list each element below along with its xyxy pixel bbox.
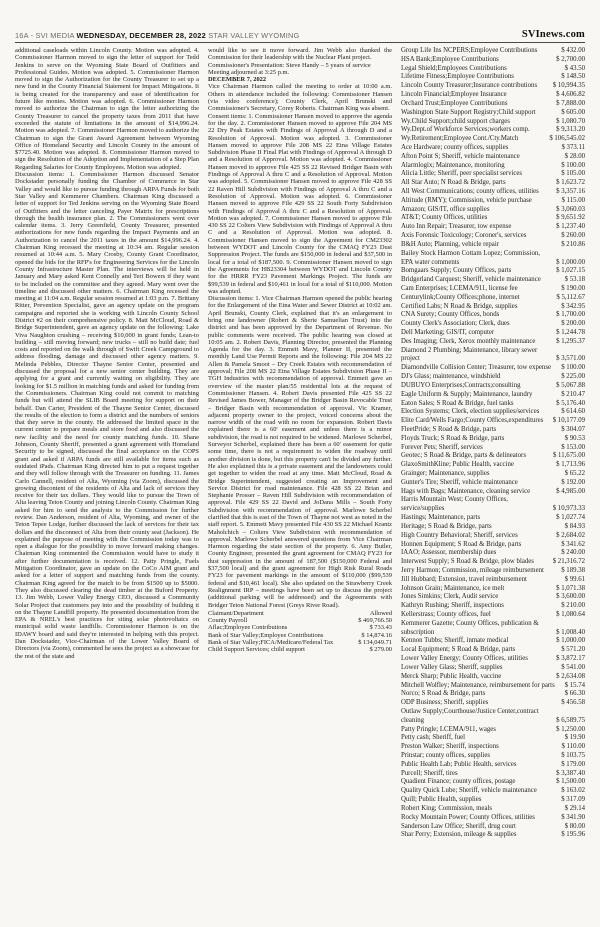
claim-row xyxy=(401,267,585,276)
claim-row xyxy=(401,655,585,664)
claim-row xyxy=(401,56,585,65)
claim-row xyxy=(401,426,585,435)
claim-row xyxy=(401,82,585,91)
claim-amount: $ 105.00 xyxy=(561,170,585,178)
claim-amount: $ 3,060.03 xyxy=(556,205,585,213)
masthead xyxy=(0,0,600,42)
claim-name: Forever Pets; Sheriff, services xyxy=(401,443,483,451)
claim-row xyxy=(401,690,585,699)
claim-row xyxy=(401,761,585,770)
claim-row xyxy=(401,620,585,638)
claim-name: Jones Simkins; Clerk, Audit service xyxy=(401,593,499,601)
claim-name: Heritage; S Road & Bridge, parts xyxy=(401,522,492,530)
claim-row xyxy=(401,417,585,426)
claim-name: Jill Hubbard; Extension, travel reimbursement xyxy=(401,575,527,583)
claim-name: Legal Shield;Employees Contributions xyxy=(401,64,507,72)
claim-amount: $ 90.53 xyxy=(564,434,585,442)
column-left xyxy=(15,47,199,905)
claim-name: Bomgaars Supply; County Offices, parts xyxy=(401,267,512,275)
claim-amount: $ 1,237.40 xyxy=(556,223,585,231)
claim-name: Lincoln Financial;Employee Insurance xyxy=(401,91,507,99)
claim-amount: $ 5,067.88 xyxy=(556,381,585,389)
claim-name: Cam Enterprises; LCEMA/911, license fee xyxy=(401,284,518,292)
claim-row xyxy=(401,47,585,56)
claim-amount: $ 110.00 xyxy=(561,743,585,751)
claim-amount: $ 1,027.15 xyxy=(556,267,585,275)
claim-row xyxy=(401,814,585,823)
claim-row xyxy=(208,646,392,653)
claim-name: DUBUYO Enterprises;Contracts;consulting xyxy=(401,381,521,389)
claim-amount: $ 1,713.96 xyxy=(556,461,585,469)
claim-amount: $ 456.58 xyxy=(561,699,585,707)
claim-row xyxy=(401,382,585,391)
claim-amount: $ 1,080.64 xyxy=(556,611,585,618)
claim-amount: $ 1,000.00 xyxy=(556,258,585,266)
body-paragraph: Consent items: 1. Commissioner Hansen moved to approve the agenda for the day. 2. Commissioner Hansen moved to approve File 204 MS 22 Dry Peak Estates with Findings of Approval A through D and a Resolution of Approval. Motion was adopted. 3. Commissioner Hansen moved to approve File 208 MS 22 Etna Village Estates Subdivision Phase II Final Plat with Findings of Approval A through D and a Resolution of Approval. Motion was adopted. 4. Commissioner Hansen moved to approve File 425 SS 22 Revised Bridger Basin with Findings of Approval A thru C and a Resolution of Approval. Motion was adopted. 5. Commissioner Hansen moved to approve File 428 SS 22 Raven Hill Subdivision with Findings of Approval A thru C and a Resolution of Approval. Motion was adopted. 6. Commissioner Hansen moved to approve File 429 SS 22 South Forty Subdivision with Findings of Approval A thru C and a Resolution of Approval. Motion was adopted. 7. Commissioner Hansen moved to approve File 430 SS 22 Colters View Subdivision with Findings of Approval A thru C and a Resolution of Approval. Motion was adopted. 8. Commissioner Hansen moved to sign the Agreement for CM23302 between WYDOT and Lincoln County for the CMAQ FY23 Dust Suppression Project. The funds are $150,000 in federal and $37,500 in local for a total of $187,500. 9. Commissioner Hansen moved to sign the Agreements for HB23304 between WYDOT and Lincoln County for the HRRR FY23 Pavement Markings Project. The funds are $99,539 in federal and $10,461 in local for a total of $110,000. Motion was adopted. xyxy=(208,112,392,295)
claim-amount: $ 4,606.82 xyxy=(556,91,585,99)
claim-amount: $ 7,888.00 xyxy=(556,99,585,107)
claim-row xyxy=(401,65,585,74)
claim-row xyxy=(401,144,585,153)
claim-amount: $ 6,589.75 xyxy=(556,716,585,724)
claim-row xyxy=(208,632,392,639)
claim-name: Alicia Little; Sheriff, peer specialist services xyxy=(401,170,523,178)
claim-row xyxy=(401,338,585,347)
claim-name: DJ's Glass; maintenance, windshield xyxy=(401,373,501,381)
claim-amount: $ 2,700.00 xyxy=(556,55,585,63)
claim-row xyxy=(401,699,585,708)
claim-amount: $ 605.00 xyxy=(561,108,585,116)
claim-amount: $ 432.00 xyxy=(561,47,585,54)
claims-header-label: Claimant/Department xyxy=(208,609,264,617)
claim-amount: $ 99.61 xyxy=(564,575,585,583)
claim-name: Lincoln County Treasurer;Insurance contributions xyxy=(401,82,538,90)
claim-row xyxy=(401,373,585,382)
claim-row xyxy=(401,91,585,100)
claim-name: Harris Mountain West; County Offices, service/supplies xyxy=(401,496,508,513)
claim-row xyxy=(401,726,585,735)
claim-amount: $ 11,675.00 xyxy=(552,452,585,460)
claim-row xyxy=(401,514,585,523)
claim-amount: $ 1,000.00 xyxy=(556,637,585,645)
body-paragraph: Meeting adjourned at 3:25 p.m. xyxy=(208,68,290,76)
claim-row xyxy=(401,461,585,470)
claim-amount: $ 9,313.20 xyxy=(556,126,585,134)
claim-row xyxy=(401,126,585,135)
claim-row xyxy=(401,232,585,241)
claim-amount: $ 9,651.92 xyxy=(556,214,585,222)
claim-amount: $ 1,700.00 xyxy=(556,311,585,319)
claim-row xyxy=(401,162,585,171)
claim-name: Geotec; S Road & Bridge, parts & delineators xyxy=(401,452,526,460)
column-middle xyxy=(208,47,392,905)
claim-row xyxy=(401,214,585,223)
claim-amount: $ 240.00 xyxy=(561,549,585,557)
claim-name: All Star Auto; N Road & Bridge, parts xyxy=(401,179,506,187)
claim-amount: $ 103.75 xyxy=(561,752,585,759)
claim-amount: $ 614.60 xyxy=(561,408,585,416)
claim-name: Gunter's Tire; Sheriff, vehicle maintenance xyxy=(401,478,518,486)
claim-name: AT&T; County Offices, utilities xyxy=(401,214,488,222)
body-paragraph: would like to see it move forward. Jim Webb also thanked the Commission for their leadership with the Nuclear Plant project. xyxy=(208,47,392,62)
claim-amount: $ 106,545.02 xyxy=(549,135,585,143)
claim-amount: $ 571.20 xyxy=(561,646,585,654)
claim-row xyxy=(401,664,585,673)
claim-amount: $ 260.00 xyxy=(561,232,585,240)
claim-amount: $ 66.30 xyxy=(564,690,585,698)
claim-row xyxy=(401,179,585,188)
claim-name: Merck Sharp; Public Health, vaccine xyxy=(401,672,502,680)
claim-row xyxy=(401,646,585,655)
claims-list-middle xyxy=(208,617,392,653)
claim-amount: $ 3,872.17 xyxy=(556,655,585,663)
claim-row xyxy=(401,611,585,620)
claim-amount: $ 1,071.38 xyxy=(556,584,585,592)
claim-amount: $ 10,177.09 xyxy=(552,417,585,425)
claim-name: Elite Card/Wells Fargo;County Offices,expenditures xyxy=(401,417,544,425)
claim-amount: $ 1,008.40 xyxy=(556,628,585,636)
claim-amount: $ 148.50 xyxy=(561,73,585,81)
claim-amount: $ 28.00 xyxy=(564,152,585,160)
body-paragraph: Discussion items: 1. Vice Chairman Harmon opened the public hearing for the Enlargement of the Etna Water and Sewer District at 10:02 am. April Brunski, County Clerk, explained that it's an enlargement to bring one landowner (Robert & Sherie Samuelian Trust) into the district and has been approved by the Department of Revenue. No public comments were received. The public hearing was closed at 10:05 am. 2. Robert Davis, Planning Director, presented the Planning Agenda for the day. 3. Emmett Mavy, Planner II, presented the monthly Land Use Permit Reports and the following: File 204 MS 22 Allen & Pamela Smoot – Dry Creek Estates with recommendation of approval; File 208 MS 22 Etna Village Estates Subdivision Phase II – TGH Industries with recommendation of approval. Emmett gave an overview of the master plan/55 residential lots at the request of Commissioner Hansen. 4. Robert Davis presented File 425 SS 22 Revised James Bower, Manager of the Bridger Basin Revocable Trust – Bridger Basin with recommendation of approval. Vic Kramer, adjacent property owner to the project, voiced concerns about the narrow width of the road with no room for expansion. Robert Davis explained there is a 60' easement and unless there is a minor subdivision, the road is not required to be widened. Marlowe Scherbel, Surveyor Scherbel, explained there has been a 60' easement for quite some time, there is not a requirement to widen the roadway until another division is done, but this property can't be divided any further. He also explained this is a private easement and the landowners could get together to widen the road at any time. Matt McCloud, Road & Bridge Superintendent, suggested creating an Improvement and Service District for road maintenance. File 428 SS 22 Brian and Stephanie Prosser – Raven Hill Subdivision with recommendation of approval. File 429 SS 22 David and JoDana Mills – South Forty Subdivision with recommendation of approval. Marlowe Scherbel clarified that this is east of the Town of Thayne not west as noted in the staff report. 5. Emmett Mavy presented File 430 SS 22 Michael Krantz Maholchich – Colters View Subdivision with recommendation of approval. Marlowe Scherbel answered questions from Vice Chairman Harmon regarding the state section of the property. 6. Amy Butler, County Engineer, presented the grant agreement for CMAQ FY23 for dust suppression in the amount of 187,500 ($150,000 Federal and $37,500 local) and the grant agreement for High Risk Rural Roads FY23 for pavement markings in the amount of $110,000 ($99,539 federal and $10,461 local). She also updated on the Strawberry Creek Realignment IRP – meetings have been set up to discuss the project (additional parking will be addressed) and the Agreements with Bridger Teton National Forest (Greys River Road). xyxy=(208,295,392,609)
claim-name: High Country Behavioral; Sheriff, services xyxy=(401,531,518,539)
claim-amount: $ 1,080.70 xyxy=(556,117,585,125)
claim-amount: $ 100.00 xyxy=(561,364,585,372)
claim-row xyxy=(401,188,585,197)
claim-amount: $ 53.18 xyxy=(564,276,585,284)
claim-name: Diamondville Collision Center; Treasurer, tow expense xyxy=(401,364,551,372)
claim-row xyxy=(401,523,585,532)
claim-amount: $ 1,623.72 xyxy=(556,179,585,187)
claim-name: IAAO; Assessor, membership dues xyxy=(401,549,497,557)
claim-amount: $ 541.00 xyxy=(561,663,585,671)
claim-amount: $ 195.96 xyxy=(561,831,585,839)
claim-name: Bailey Stock Harmon Cottam Lopez; Commission, EPA water comments xyxy=(401,249,540,266)
claim-name: Diamond 2 Plumbing; Maintenance, library sewer project xyxy=(401,346,538,363)
claim-amount: $ 3,357.16 xyxy=(556,188,585,195)
claim-amount: $ 10,994.35 xyxy=(552,82,585,90)
claim-row xyxy=(401,470,585,479)
claim-amount: $ 65.22 xyxy=(564,470,585,477)
claim-row xyxy=(401,734,585,743)
claim-row xyxy=(401,135,585,144)
claim-row xyxy=(401,444,585,453)
claim-name: Lifetime Fitness;Employee Contributions xyxy=(401,73,514,81)
claim-row xyxy=(401,541,585,550)
claim-amount: $ 21,316.72 xyxy=(552,558,585,566)
claim-name: Axis Forensic Toxicology; Coroner's, services xyxy=(401,232,527,240)
claim-amount: $ 1,500.00 xyxy=(556,778,585,786)
claim-name: Patty Pringle; LCEMA/911, wages xyxy=(401,725,496,733)
claim-amount: $ 3,387.40 xyxy=(556,769,585,777)
claim-row xyxy=(401,73,585,82)
claim-amount: $ 317.09 xyxy=(561,796,585,804)
claim-row xyxy=(401,250,585,268)
claim-amount: $ 342.95 xyxy=(561,302,585,310)
claim-amount: $ 1,027.74 xyxy=(556,514,585,522)
claim-name: Washington State Support Registry;Child support xyxy=(401,108,536,116)
claim-name: Quadient Finance; county offices, postage xyxy=(401,778,516,786)
claim-name: Orchard Trust;Employee Contributions xyxy=(401,99,508,107)
claim-name: Local Equipment; S Road & Bridge, parts xyxy=(401,646,516,654)
claim-name: Altitude (RMY); Commission, vehicle purchase xyxy=(401,196,532,204)
claim-name: Rocky Mountain Power; County Offices, utilities xyxy=(401,813,535,821)
claim-name: Alarmlogix; Maintenance, monitoring xyxy=(401,161,505,169)
claim-row xyxy=(401,743,585,752)
claim-row xyxy=(401,796,585,805)
claim-amount: $ 4,985.00 xyxy=(556,487,585,495)
claim-row xyxy=(401,585,585,594)
claim-amount: $ 15.74 xyxy=(564,681,585,689)
claim-row xyxy=(401,276,585,285)
claim-name: Kennon Tubbs; Sheriff, inmate medical xyxy=(401,637,509,645)
claim-amount: $ 43.50 xyxy=(564,64,585,72)
claim-row xyxy=(401,708,585,726)
claim-name: Centurylink;County Offices;phone, internet xyxy=(401,293,520,301)
claim-row xyxy=(401,311,585,320)
claim-amount: $ 115.00 xyxy=(561,196,585,204)
claim-row xyxy=(401,770,585,779)
claim-row xyxy=(401,294,585,303)
claim-amount: $ 189.38 xyxy=(561,566,585,574)
claim-amount: $ 3,600.00 xyxy=(556,593,585,601)
claim-amount: $ 2,634.08 xyxy=(556,672,585,680)
claim-row xyxy=(401,549,585,558)
claim-row xyxy=(401,109,585,118)
claim-name: HSA Bank;Employee Contributions xyxy=(401,55,499,63)
claim-name: All West Communications; county offices, utilities xyxy=(401,188,539,195)
claims-list-right xyxy=(401,47,585,840)
claim-name: Lower Valley Energy; County Offices, utilities xyxy=(401,655,528,663)
claim-name: Child Support Services; child support xyxy=(208,646,305,654)
claim-row xyxy=(401,400,585,409)
claim-name: Quill; Public Health, supplies xyxy=(401,796,482,804)
claim-name: Hags with Bags; Maintenance, cleaning service xyxy=(401,487,531,495)
claim-amount: $ 304.07 xyxy=(561,425,585,433)
body-paragraph: Vice Chairman Harmon called the meeting to order at 10:00 a.m. Others in attendance included the following: Commissioner Hansen (via video conference); County Clerk, April Brunski and Commissioner's Secretary, Corey Roberts. Chairman King was absent. xyxy=(208,83,392,113)
claim-amount: $ 153.00 xyxy=(561,443,585,451)
body-paragraph: DECEMBER 7, 2022 xyxy=(208,76,267,84)
claim-amount: $ 3,571.00 xyxy=(556,355,585,363)
claim-row xyxy=(401,153,585,162)
claim-name: Wy.Child Support;child support charges xyxy=(401,117,510,125)
claim-row xyxy=(401,805,585,814)
claim-name: Quality Quick Lube; Sheriff, vehicle maintenance xyxy=(401,787,537,795)
claim-row xyxy=(401,558,585,567)
claim-name: Grainger; Maintenance, supplies xyxy=(401,470,490,477)
claim-name: Wy.Dept.of Workforce Services;workers comp. xyxy=(401,126,530,134)
claim-name: Robert King; Commission, meals xyxy=(401,804,493,812)
claim-name: Kathryn Rushing; Sheriff, inspections xyxy=(401,602,504,610)
claim-name: Preston Walker; Sheriff, inspections xyxy=(401,743,499,751)
claim-row xyxy=(401,567,585,576)
claim-amount: $ 373.11 xyxy=(561,143,585,151)
claim-row xyxy=(401,320,585,329)
claim-name: Prinstar; county offices, supplies xyxy=(401,752,490,759)
claim-row xyxy=(208,617,392,624)
claim-name: Hastings; Maintenance, parts xyxy=(401,514,481,522)
claim-name: ODP Business; Sheriff, supplies xyxy=(401,699,489,707)
claim-row xyxy=(401,488,585,497)
claim-name: Afton Point S; Sheriff, vehicle maintenance xyxy=(401,152,520,160)
claim-amount: $ 5,112.67 xyxy=(556,293,585,301)
claim-amount: $ 10,973.33 xyxy=(552,505,585,513)
claim-amount: $ 279.00 xyxy=(369,646,392,654)
claim-row xyxy=(401,673,585,682)
claim-name: CNA Surety; County Offices, bonds xyxy=(401,311,500,319)
column-right xyxy=(401,47,585,905)
claim-row xyxy=(401,637,585,646)
claim-name: Interwest Supply; S Road & Bridge, plow blades xyxy=(401,558,534,566)
claim-row xyxy=(401,118,585,127)
claim-amount: $ 341.90 xyxy=(561,813,585,821)
claim-amount: $ 29.14 xyxy=(564,804,585,812)
claim-row xyxy=(401,170,585,179)
claim-row xyxy=(401,329,585,338)
claim-row xyxy=(401,602,585,611)
claim-row xyxy=(401,752,585,761)
claim-name: Auto Inn Repair; Treasurer, tow expense xyxy=(401,223,512,231)
claim-amount: $ 2,684.02 xyxy=(556,531,585,539)
claim-amount: $ 210.47 xyxy=(561,390,585,398)
claim-name: Kemmerer Gazette; County Offices, publication & subscription xyxy=(401,619,539,636)
claim-name: Sanderson Law Office; Sheriff, drug court xyxy=(401,822,516,830)
claim-name: Wy.Retirement;Employee Cont./Cty.Match xyxy=(401,135,519,143)
claims-header-allowed: Allowed xyxy=(369,609,392,617)
claim-amount: $ 192.00 xyxy=(561,478,585,486)
claim-row xyxy=(208,624,392,631)
claim-name: Group Life Ins NCPERS;Employee Contributions xyxy=(401,47,538,54)
claim-amount: $ 1,244.78 xyxy=(556,329,585,336)
body-paragraph: additional caseloads within Lincoln County. Motion was adopted. 4. Commissioner Harmon moved to sign the letter of support for Tedd Jenkins to serve on the Wyoming State Board of Outfitters and Professional Guides. Motion was adopted. 5. Commissioner Harmon moved to sign the Authorization for the County Treasurer to set up a new fund in the County Financial Statement for Impact Mitigations. It is being created for the transparency and ease of identification for future like monies. Motion was adopted. 6. Commissioner Harmon moved to authorize the Chairman to sign the letter authorizing the County Treasurer to cancel the property taxes from 2011 that have exceeded the statute of limitations in the amount of $14,996.24. Motion was adopted. 7. Commissioner Harmon moved to authorize the Chairman to sign the Grant Award Agreement between Wyoming Office of Homeland Security and Lincoln County in the amount of $7725.40. Motion was adopted. 8. Commissioner Harmon moved to sign the Resolution of the Adoption and Implementation of a Step Plan Regarding Salaries for County Employees. Motion was adopted. xyxy=(15,47,199,171)
claim-name: Eaton Sales; S Road & Bridge, fuel tanks xyxy=(401,399,514,407)
issue-date: WEDNESDAY, DECEMBER 28, 2022 xyxy=(76,31,206,40)
claim-amount: $ 733.43 xyxy=(369,624,392,632)
claim-row xyxy=(401,223,585,232)
middle-paragraphs xyxy=(208,47,392,609)
claim-name: Kellerstrass; County offices, fuel xyxy=(401,611,491,618)
claim-amount: $ 84.93 xyxy=(564,522,585,530)
claim-amount: $ 190.00 xyxy=(561,284,585,292)
claim-row xyxy=(401,682,585,691)
location-label: STAR VALLEY WYOMING xyxy=(208,31,300,40)
masthead-left xyxy=(15,31,299,40)
claim-row xyxy=(401,787,585,796)
claim-name: Floyds Truck; S Road & Bridge, parts xyxy=(401,434,505,442)
claim-row xyxy=(401,831,585,840)
claim-name: Amazon; GIS/IT, office supplies xyxy=(401,205,490,213)
claim-row xyxy=(401,303,585,312)
claim-name: County Payroll xyxy=(208,617,248,625)
claim-name: Purcell; Sheriff, tires xyxy=(401,769,458,777)
claim-amount: $ 225.00 xyxy=(561,373,585,381)
claim-row xyxy=(401,532,585,541)
claim-name: Honnen Equipment; S Road & Bridge, parts xyxy=(401,540,522,548)
claim-name: Ace Hardware; county offices, supplies xyxy=(401,143,509,151)
claim-row xyxy=(401,479,585,488)
claim-row xyxy=(401,197,585,206)
claim-name: Certified Labs; N Road & Bridge, supplies xyxy=(401,302,518,310)
claim-name: Mitchell Wolfley; Maintenance, reimbursement for parts xyxy=(401,681,555,689)
claim-row xyxy=(401,391,585,400)
claim-amount: $ 163.02 xyxy=(561,787,585,795)
claim-row xyxy=(401,347,585,365)
body-paragraph: Commissioner's Presentation: Steve Handy – 5 years of service xyxy=(208,61,371,69)
claim-amount: $ 200.00 xyxy=(561,320,585,328)
claim-name: Jerry Harmon; Commission, mileage reimbursement xyxy=(401,566,544,574)
claim-name: Bank of Star Valley;Employee Contributions xyxy=(208,631,324,639)
body-paragraph: Discussion items: 1. Commissioner Harmon discussed Senator Dockstader personally funding the Chamber of Commerce in Star Valley and would like to pursue funding through ARPA Funds for both Star Valley and Kemmerer Chambers. Chairman King discussed a letter of support for Ted Jenkins serving on the Wyoming State Board of Outfitters and the letter canceling Payer Matrix for prescriptions through the health insurance plan. 2. The Commissioners went over calendar items. 3. Jerry Greenfield, County Treasurer, presented authorizations for new funds regarding the Impact Payments and an Authorization to cancel the 2011 taxes in the amount $14,996.24. 4. Chairman King recessed the meeting at 10:34 am. Regular session resumed at 10:44 a.m. 5. Mary Crosby, County Grant Coordinator, opened the bids for the RFP's for Engineering Services for the Lincoln County Infrastructure Master Plan. The interviews will be held in January and Mary asked Kent Connelly and Teri Bowers if they want to be included on the committee and they agreed. Mary went over the timeline and discussed other matters. 6. Chairman King recessed the meeting at 11:04 a.m. Regular session resumed at 1:03 p.m. 7. Brittany Ritter, Prevention Specialist, gave an agency update on the program campaigns and reported she is working with Lincoln County School District #2 on their comprehensive policy. 8. Matt McCloud, Road & Bridge Superintendent, gave an agency update on the following: Lake Viva Naughton crushing – receiving $10,000 in grant funds; Lean-to building – still moving forward; new trucks – still no build date; fuel costs and reported on the walk through of Swift Creek Campground to address flooding, damage and discussed other agency matters. 9. Melinda Pebbles, Director Thayne Senior Center, presented and discussed the proposal for a new senior center building. They are applying for a grant and currently waiting on eligibility. They are looking for $1.5 million in matching funds and asked for funding from the Commissioners. Chairman King could not commit to matching funds but will attend the SLIB Board meeting for support on their behalf. Dan Carter, President of the Thayne Senior Center, discussed the results of the election to form a district and the numbers of seniors that they serve in the county. He addressed the limited space in the current center to prepare meals and store food and also discussed the new facility and the need for county matching funds. 10. Shane Johnson, County Sheriff, presented a grant agreement with Homeland Security to be signed, discussed the final acceptance on the COPS grant and asked if ARPA funds are still available for items such as outdated iPads. Chairman King directed him to put a request together and they will follow through with the Treasurer on funding. 11. James Carlo Cannell, resident of Alta, Wyoming (via Zoom), discussed the growing discontent of the residents of Alta and lack of services they receive for their tax dollars. They would like to pursue the Town of Alta leaving Teton County and joining Lincoln County. Chairman King asked for him to send the analysis to the Commission for further review. Dan Anderson, resident of Alta, Wyoming, and owner of the Teton Tepee Lodge, further discussed the lack of services for their tax dollars and the disconnect of Alta from their county seat (Jackson). He explained the purpose of meeting with the Commission today was to open a dialogue for the possibility to move forward making changes. Chairman King commented the Commission would have to study it after further documentation is received. 12. Patty Pringle, Fuels Mitigation Coordinator, gave an update on the CoCo AIM grant and asked for a letter of support and matching funds from the county. Chairman King agreed for the match to be from $1500 up to $5000. They also discussed clearing the dead timber at the Buford Property. 13. Jim Webb, Lower Valley Energy CEO, discussed a Community Solar Project that customers pay into and the possibility of building it on the Thayne Landfill property. He presented documentation from the EPA & NREL's best practices for siting solar photovoltaics on municipal solid waste landfills. Commissioner Harmon is on the IDAWY board and said they're interested in helping with this project. Dan Dockstader, Vice-Chairman of the Lower Valley Board of Directors (via Zoom), commented he sees the project as a showcase for the rest of the state and xyxy=(15,171,199,660)
claim-name: Lower Valley Glass; Sheriff, supplies xyxy=(401,663,503,671)
claim-amount: $ 210.86 xyxy=(561,240,585,248)
claim-amount: $ 100.00 xyxy=(561,161,585,169)
claim-name: Shar Perry; Extension, mileage & supplies xyxy=(401,831,517,839)
claim-row xyxy=(401,593,585,602)
claim-name: Johnson Grain; Maintenance, ice melt xyxy=(401,584,505,592)
claim-row xyxy=(401,778,585,787)
claim-name: Bridgerland Carquest; Sheriff, vehicle maintenance xyxy=(401,276,541,284)
claim-amount: $ 134,049.71 xyxy=(358,639,392,647)
claim-amount: $ 1,295.37 xyxy=(556,337,585,345)
claim-name: Election Systems; Clerk, election supplies/services xyxy=(401,408,540,416)
claim-name: Aflac;Employee Contributions xyxy=(208,624,288,632)
claim-name: Bank of Star Valley;FICA/Medicare/Federal Tax xyxy=(208,639,334,647)
claim-amount: $ 80.00 xyxy=(564,822,585,830)
claim-row xyxy=(401,100,585,109)
claim-row xyxy=(401,408,585,417)
claim-row xyxy=(401,576,585,585)
claim-amount: $ 210.00 xyxy=(561,602,585,610)
claim-name: County Clerk's Association; Clerk, dues xyxy=(401,320,510,328)
claim-name: Outlaw Supply;Courthouse/Justice Center,contract cleaning xyxy=(401,707,539,724)
claim-name: Public Health Lab; Public Health, services xyxy=(401,760,517,768)
claim-name: Des Imaging; Clerk, Xerox monthly maintenance xyxy=(401,337,536,345)
claim-amount: $ 341.62 xyxy=(561,540,585,548)
claim-row xyxy=(401,364,585,373)
claim-amount: $ 5,176.40 xyxy=(556,399,585,407)
claim-name: Dell Marketing; GIS/IT, computer xyxy=(401,329,495,336)
claim-row xyxy=(401,435,585,444)
claim-name: Norco; S Road & Bridge, parts xyxy=(401,690,486,698)
claim-amount: $ 19.90 xyxy=(564,734,585,742)
page-label: 16A - SVI MEDIA xyxy=(15,31,75,40)
claim-name: B&H Auto; Planning, vehicle repair xyxy=(401,240,499,248)
claim-amount: $ 1,250.00 xyxy=(556,725,585,733)
claim-name: GlaxoSmithKline; Public Health, vaccine xyxy=(401,461,514,469)
claim-row xyxy=(401,823,585,832)
claim-row xyxy=(401,285,585,294)
claim-amount: $ 179.00 xyxy=(561,760,585,768)
article-columns xyxy=(0,43,600,905)
claim-row xyxy=(208,639,392,646)
claims-table-header xyxy=(208,610,392,617)
claim-row xyxy=(401,452,585,461)
claim-name: FleetPride; S Road & Bridge, parts xyxy=(401,425,497,433)
claim-amount: $ 14,874.16 xyxy=(361,631,392,639)
claim-row xyxy=(401,241,585,250)
claim-row xyxy=(401,206,585,215)
site-url[interactable]: SVInews.com xyxy=(521,29,585,40)
claim-name: Eagle Uniform & Supply; Maintenance, laundry xyxy=(401,390,533,398)
claim-amount: $ 469,766.50 xyxy=(358,617,392,625)
claim-name: Petty cash; Sheriff, fuel xyxy=(401,734,466,742)
claim-row xyxy=(401,496,585,514)
